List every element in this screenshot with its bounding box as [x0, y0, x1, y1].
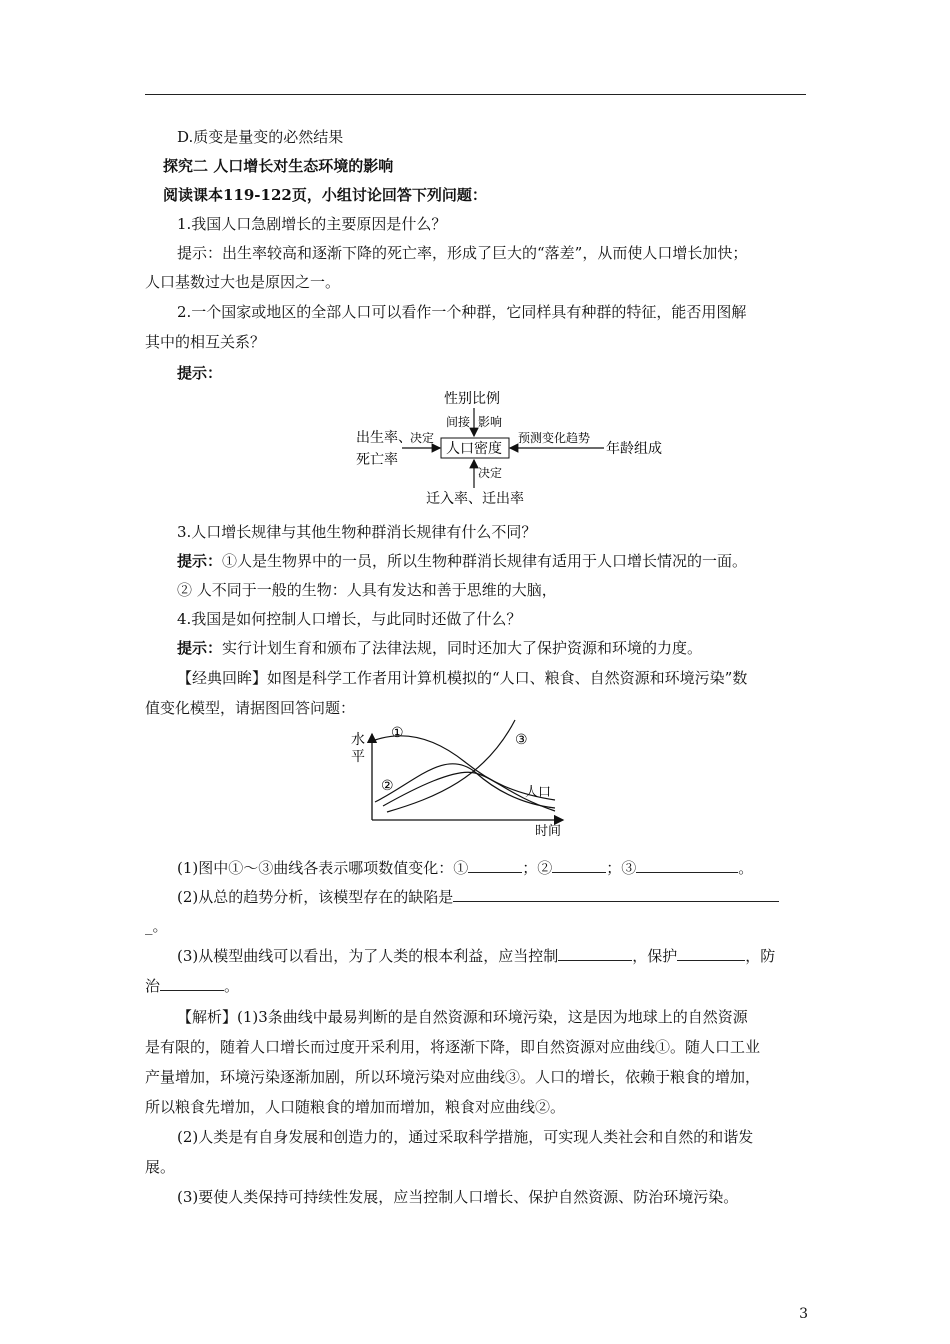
sub-question-2-dash: _ — [145, 917, 153, 935]
header-rule — [145, 94, 806, 95]
sub-question-1-sep1: ；② — [522, 859, 553, 877]
analysis-3: (3)要使人类保持可持续性发展，应当控制人口增长、保护自然资源、防治环境污染。 — [177, 1188, 739, 1206]
section-title: 探究二 人口增长对生态环境的影响 — [163, 157, 394, 175]
curve-1-label: ① — [391, 725, 404, 741]
answer-blank-7[interactable] — [160, 976, 224, 991]
answer-blank-5[interactable] — [558, 946, 632, 961]
sub-question-2-end — [145, 915, 168, 937]
answer-blank-3[interactable] — [636, 858, 738, 873]
y-axis-label-top: 水 — [351, 732, 365, 748]
answer-blank-4[interactable] — [453, 887, 779, 902]
question-2-line1: 2.一个国家或地区的全部人口可以看作一个种群，它同样具有种群的特征，能否用图解 — [177, 303, 747, 321]
x-axis-label: 时间 — [535, 824, 562, 839]
curve-3-label: ③ — [515, 732, 528, 748]
question-4-hint-text: 实行计划生育和颁布了法律法规，同时还加大了保护资源和环境的力度。 — [222, 639, 703, 657]
classic-review-text: 如图是科学工作者用计算机模拟的“人口、粮食、自然资源和环境污染”数 — [267, 669, 748, 687]
sub-question-1-sep2: ；③ — [606, 859, 637, 877]
sub-question-2-text: (2)从总的趋势分析，该模型存在的缺陷是 — [177, 888, 454, 906]
classic-review-tag: 【经典回眸】 — [177, 669, 268, 687]
question-2-hint-label: 提示： — [177, 364, 223, 382]
question-3-hint-line2: ② 人不同于一般的生物：人具有发达和善于思维的大脑， — [177, 581, 557, 599]
curve-2-label: ② — [381, 778, 394, 794]
question-2-line2: 其中的相互关系？ — [145, 333, 266, 351]
question-3-hint — [177, 550, 747, 572]
option-d: D.质变是量变的必然结果 — [177, 128, 344, 146]
age-structure-label: 年龄组成 — [606, 441, 662, 457]
classic-review-line1 — [177, 667, 747, 689]
predict-trend-label: 预测变化趋势 — [518, 431, 591, 445]
analysis-2-line1: (2)人类是有自身发展和创造力的，通过采取科学措施，可实现人类社会和自然的和谐发 — [177, 1128, 754, 1146]
curve-3-pollution — [387, 720, 515, 812]
sub-question-2-period: 。 — [152, 917, 168, 935]
question-1-hint-line1: 提示：出生率较高和逐渐下降的死亡率，形成了巨大的“落差”，从而使人口增长加快； — [177, 244, 748, 262]
decide-left-label: 决定 — [410, 431, 435, 445]
classic-review-line2: 值变化模型，请据图回答问题： — [145, 699, 356, 717]
population-label: 人口 — [525, 785, 552, 800]
analysis-tag: 【解析】 — [177, 1008, 238, 1026]
affect-label: 影响 — [478, 415, 503, 429]
sex-ratio-label: 性别比例 — [444, 391, 500, 407]
sub-question-1 — [177, 857, 753, 879]
analysis-line3: 产量增加，环境污染逐渐加剧，所以环境污染对应曲线③。人口的增长，依赖于粮食的增加， — [145, 1068, 761, 1086]
sub-question-3-end: 。 — [224, 977, 240, 995]
y-axis-label-bottom: 平 — [351, 749, 365, 765]
answer-blank-2[interactable] — [552, 858, 606, 873]
population-density-label: 人口密度 — [446, 441, 502, 457]
decide-bottom-label: 决定 — [478, 466, 503, 480]
analysis-line1 — [177, 1006, 748, 1028]
analysis-2-line2: 展。 — [145, 1158, 176, 1176]
reading-task: 阅读课本119-122页，小组讨论回答下列问题： — [163, 186, 487, 204]
analysis-line2: 是有限的，随着人口增长而过度开采利用，将逐渐下降，即自然资源对应曲线①。随人口工业 — [145, 1038, 761, 1056]
sub-question-3-text: (3)从模型曲线可以看出，为了人类的根本利益，应当控制 — [177, 947, 559, 965]
population-density-diagram — [350, 384, 680, 510]
question-3-hint-label: 提示： — [177, 552, 223, 570]
sub-question-3 — [177, 945, 775, 967]
question-4-hint-label: 提示： — [177, 639, 223, 657]
sub-question-3-treat: 治 — [145, 977, 161, 995]
sub-question-3-line2 — [145, 975, 239, 997]
question-4: 4.我国是如何控制人口增长，与此同时还做了什么？ — [177, 610, 522, 628]
simulation-model-graph — [345, 718, 575, 842]
migration-label: 迁入率、迁出率 — [426, 491, 524, 507]
sub-question-2 — [177, 886, 779, 908]
answer-blank-1[interactable] — [468, 858, 522, 873]
analysis-1-text: (1)3条曲线中最易判断的是自然资源和环境污染，这是因为地球上的自然资源 — [237, 1008, 748, 1026]
question-1-hint-line2: 人口基数过大也是原因之一。 — [145, 273, 341, 291]
sub-question-3-prevent: ，防 — [745, 947, 776, 965]
sub-question-3-protect: ，保护 — [632, 947, 678, 965]
answer-blank-6[interactable] — [677, 946, 745, 961]
page-number: 3 — [799, 1306, 808, 1322]
sub-question-1-end: 。 — [738, 859, 754, 877]
birth-rate-label: 出生率、 — [356, 430, 412, 446]
indirect-label: 间接 — [446, 415, 471, 429]
question-3: 3.人口增长规律与其他生物种群消长规律有什么不同？ — [177, 523, 537, 541]
question-1: 1.我国人口急剧增长的主要原因是什么？ — [177, 215, 447, 233]
sub-question-1-text: (1)图中①～③曲线各表示哪项数值变化：① — [177, 859, 469, 877]
question-3-hint-text: ①人是生物界中的一员，所以生物种群消长规律有适用于人口增长情况的一面。 — [222, 552, 748, 570]
death-rate-label: 死亡率 — [356, 452, 398, 468]
analysis-line4: 所以粮食先增加，人口随粮食的增加而增加，粮食对应曲线②。 — [145, 1098, 566, 1116]
question-4-hint — [177, 637, 702, 659]
